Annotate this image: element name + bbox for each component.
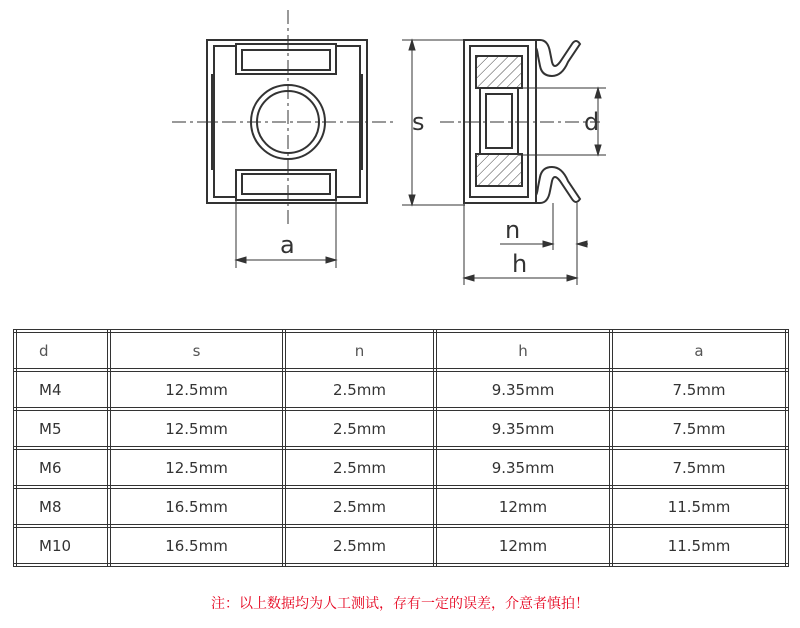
dim-label-a: a <box>280 231 295 259</box>
table-row <box>15 409 787 448</box>
cell-s: 16.5mm <box>109 487 284 526</box>
cell-a: 7.5mm <box>611 409 787 448</box>
disclaimer-note: 注：以上数据均为人工测试，存有一定的误差，介意者慎拍！ <box>211 596 589 612</box>
header-cell-d: d <box>15 331 109 370</box>
cell-d: M6 <box>15 448 109 487</box>
cell-n: 2.5mm <box>284 409 435 448</box>
cell-s: 12.5mm <box>109 370 284 409</box>
cell-h: 9.35mm <box>435 409 611 448</box>
cage-nut-technical-drawing <box>0 0 800 300</box>
cell-n: 2.5mm <box>284 526 435 565</box>
header-cell-a: a <box>611 331 787 370</box>
table-row <box>15 487 787 526</box>
cell-a: 7.5mm <box>611 448 787 487</box>
cell-d: M8 <box>15 487 109 526</box>
cell-a: 11.5mm <box>611 526 787 565</box>
cell-n: 2.5mm <box>284 370 435 409</box>
dim-label-n: n <box>505 216 521 244</box>
header-cell-s: s <box>109 331 284 370</box>
table-row <box>15 448 787 487</box>
cell-a: 11.5mm <box>611 487 787 526</box>
table-row <box>15 526 787 565</box>
header-cell-h: h <box>435 331 611 370</box>
cell-d: M10 <box>15 526 109 565</box>
cell-d: M5 <box>15 409 109 448</box>
cell-h: 12mm <box>435 526 611 565</box>
dim-label-d: d <box>584 108 600 136</box>
cell-s: 12.5mm <box>109 448 284 487</box>
dim-label-h: h <box>512 250 528 278</box>
cell-n: 2.5mm <box>284 448 435 487</box>
table-row <box>15 370 787 409</box>
cell-n: 2.5mm <box>284 487 435 526</box>
cell-h: 9.35mm <box>435 448 611 487</box>
table-header-row <box>15 331 787 370</box>
cell-h: 12mm <box>435 487 611 526</box>
cell-s: 16.5mm <box>109 526 284 565</box>
cell-a: 7.5mm <box>611 370 787 409</box>
cell-h: 9.35mm <box>435 370 611 409</box>
spec-table <box>13 329 789 567</box>
cell-s: 12.5mm <box>109 409 284 448</box>
header-cell-n: n <box>284 331 435 370</box>
dim-label-s: s <box>412 108 425 136</box>
cell-d: M4 <box>15 370 109 409</box>
